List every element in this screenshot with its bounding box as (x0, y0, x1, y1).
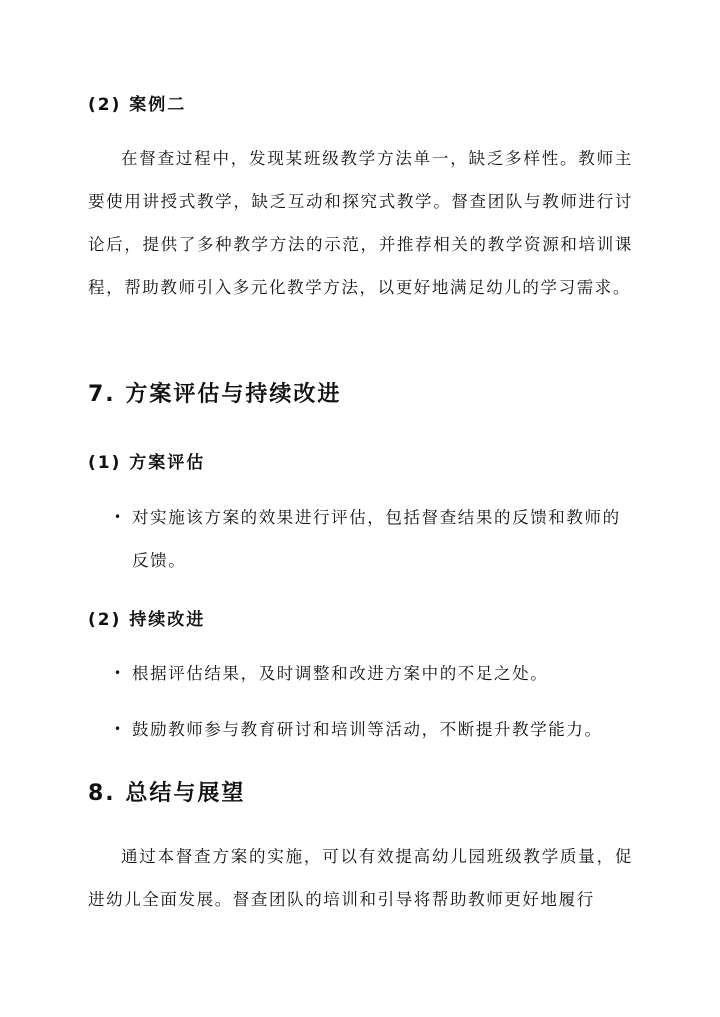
list-item (88, 652, 633, 695)
list-item (88, 708, 633, 751)
list-item-text: 对实施该方案的效果进行评估，包括督查结果的反馈和教师的反馈。 (132, 508, 621, 570)
section8-heading: 8. 总结与展望 (88, 781, 246, 806)
case2-paragraph: 在督查过程中，发现某班级教学方法单一，缺乏多样性。教师主要使用讲授式教学，缺乏互动和探究式教学。督查团队与教师进行讨论后，提供了多种教学方法的示范，并推荐相关的教学资源和培训课程，帮助教师引入多元化教学方法，以更好地满足幼儿的学习需求。 (88, 149, 633, 297)
bullet-icon: • (114, 666, 123, 680)
list-item (88, 496, 633, 582)
case2-heading: (2) 案例二 (88, 95, 187, 115)
bullet-icon: • (114, 722, 123, 736)
section7-sub2-heading: (2) 持续改进 (88, 610, 206, 630)
list-item-text: 鼓励教师参与教育研讨和培训等活动，不断提升教学能力。 (132, 720, 603, 739)
list-item-text: 根据评估结果，及时调整和改进方案中的不足之处。 (132, 664, 549, 683)
bullet-icon: • (114, 510, 123, 524)
section7-heading: 7. 方案评估与持续改进 (88, 382, 342, 407)
section7-sub1-heading: (1) 方案评估 (88, 453, 206, 473)
section8-paragraph: 通过本督查方案的实施，可以有效提高幼儿园班级教学质量，促进幼儿全面发展。督查团队的培训和引导将帮助教师更好地履行 (88, 847, 633, 909)
